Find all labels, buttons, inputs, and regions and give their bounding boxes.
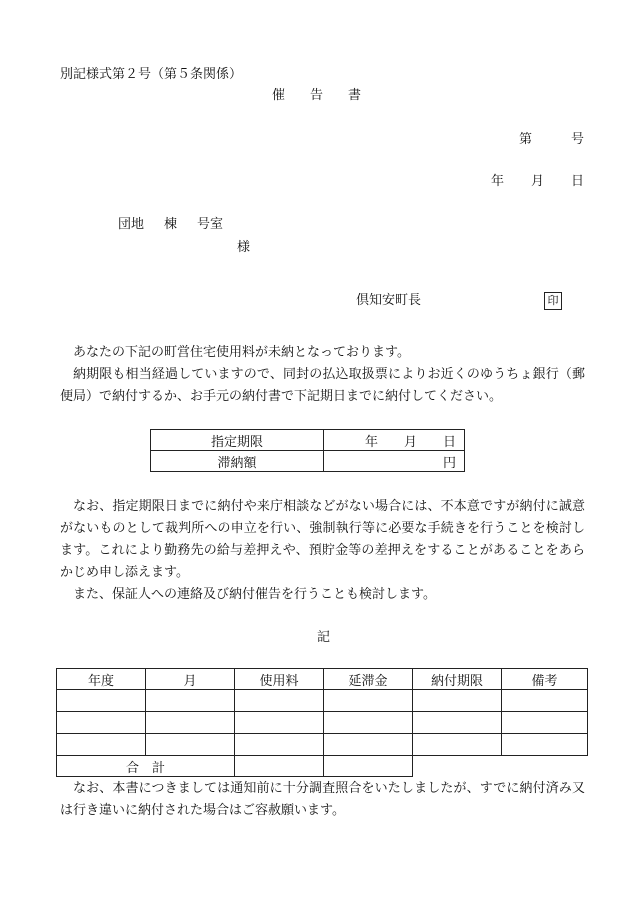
detail-total-row: [57, 756, 588, 777]
ki-heading: 記: [317, 630, 331, 645]
due-table: [150, 429, 465, 472]
detail-header-late-fee: 延滞金: [324, 669, 413, 690]
notice-paragraph-1: [60, 342, 585, 408]
detail-header-month: 月: [146, 669, 235, 690]
notice-line: 納期限も相当経過していますので、同封の払込取扱票によりお近くのゆうちょ銀行（郵便局）で納付するか、お手元の納付書で下記期日までに納付してください。: [60, 367, 585, 404]
recipient-address: 団地 棟 号室: [118, 217, 224, 232]
detail-header-fee: 使用料: [235, 669, 324, 690]
notice-line: あなたの下記の町営住宅使用料が未納となっております。: [73, 345, 410, 360]
detail-header-row: [57, 669, 588, 690]
detail-total-fee: [235, 756, 324, 777]
notice-line: なお、指定期限日までに納付や来庁相談などがない場合には、不本意ですが納付に誠意がないものとして裁判所への申立を行い、強制執行等に必要な手続きを行うことを検討します。これにより勤務先の給与差押えや、預貯金等の差押えをすることがあることをあらかじめ申し添えます。: [60, 499, 585, 580]
table-row: [57, 690, 588, 712]
document-title: 催 告 書: [272, 88, 362, 103]
due-row-deadline: [151, 430, 465, 451]
table-row: [57, 734, 588, 756]
notice-line: また、保証人への連絡及び納付催告を行うことも検討します。: [73, 587, 436, 602]
recipient-honorific: 様: [237, 240, 251, 255]
detail-total-late-fee: [324, 756, 413, 777]
due-value-deadline: 年 月 日: [324, 430, 465, 451]
table-row: [57, 712, 588, 734]
form-label: 別記様式第２号（第５条関係）: [60, 67, 243, 82]
due-row-amount: [151, 451, 465, 472]
detail-table: [56, 668, 588, 777]
detail-total-label: 合 計: [57, 756, 235, 777]
notice-paragraph-2: [60, 496, 585, 606]
detail-header-fiscal-year: 年度: [57, 669, 146, 690]
document-number: 第 号: [519, 132, 585, 147]
due-label-deadline: 指定期限: [151, 430, 324, 451]
footer-note: なお、本書につきましては通知前に十分調査照合をいたしましたが、すでに納付済み又は行き違いに納付された場合はご容赦願います。: [60, 781, 585, 818]
issue-date: 年 月 日: [491, 174, 585, 189]
due-value-amount: 円: [324, 451, 465, 472]
official-seal-mark: 印: [544, 292, 562, 310]
sender-name: 倶知安町長: [356, 293, 422, 308]
detail-header-remarks: 備考: [502, 669, 588, 690]
detail-header-deadline: 納付期限: [413, 669, 502, 690]
due-label-amount: 滞納額: [151, 451, 324, 472]
